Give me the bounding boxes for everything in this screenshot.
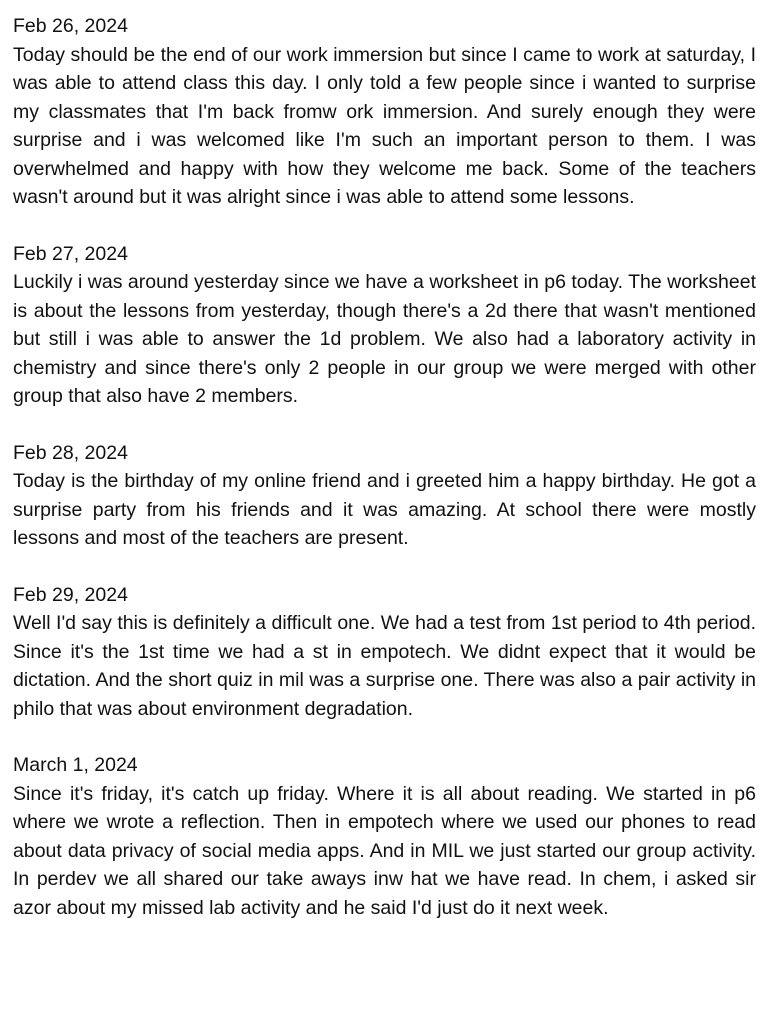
entry-date: Feb 28, 2024 bbox=[13, 441, 128, 464]
entry-date: Feb 27, 2024 bbox=[13, 242, 128, 265]
journal-entry-feb-26 bbox=[13, 12, 756, 212]
entry-body: Today is the birthday of my online friend and i greeted him a happy birthday. He got a surprise party from his friends and it was amazing. At school there were mostly lessons and most of the teachers are present. bbox=[13, 470, 756, 549]
entry-body: Well I'd say this is definitely a difficult one. We had a test from 1st period to 4th period. Since it's the 1st time we had a st in empotech. We didnt expect that it would be dictation. And the short quiz in mil was a surprise one. There was also a pair activity in philo that was about environment degradation. bbox=[13, 612, 756, 720]
entry-date: March 1, 2024 bbox=[13, 754, 138, 776]
entry-body: Today should be the end of our work immersion but since I came to work at saturday, I was able to attend class this day. I only told a few people since i wanted to surprise my classmates that I'm back fromw ork immersion. And surely enough they were surprise and i was welcomed like I'm such an important person to them. I was overwhelmed and happy with how they welcome me back. Some of the teachers wasn't around but it was alright since i was able to attend some lessons. bbox=[13, 43, 756, 208]
entry-body: Luckily i was around yesterday since we have a worksheet in p6 today. The worksheet is about the lessons from yesterday, though there's a 2d there that wasn't mentioned but still i was able to answer the 1d problem. We also had a laboratory activity in chemistry and since there's only 2 people in our group we were merged with other group that also have 2 members. bbox=[13, 271, 756, 407]
journal-entry-feb-27 bbox=[13, 240, 756, 411]
journal-entry-feb-28 bbox=[13, 439, 756, 553]
entry-date: Feb 29, 2024 bbox=[13, 583, 128, 606]
journal-entry-feb-29 bbox=[13, 581, 756, 724]
entry-body: Since it's friday, it's catch up friday. Where it is all about reading. We started in p6 where we wrote a reflection. Then in empotech where we used our phones to read about data privacy of social media apps. And in MIL we just started our group activity. In perdev we all shared our take aways inw hat we have read. In chem, i asked sir azor about my missed lab activity and he said I'd just do it next week. bbox=[13, 782, 756, 919]
journal-entry-march-1 bbox=[13, 751, 756, 922]
entry-date: Feb 26, 2024 bbox=[13, 15, 128, 37]
